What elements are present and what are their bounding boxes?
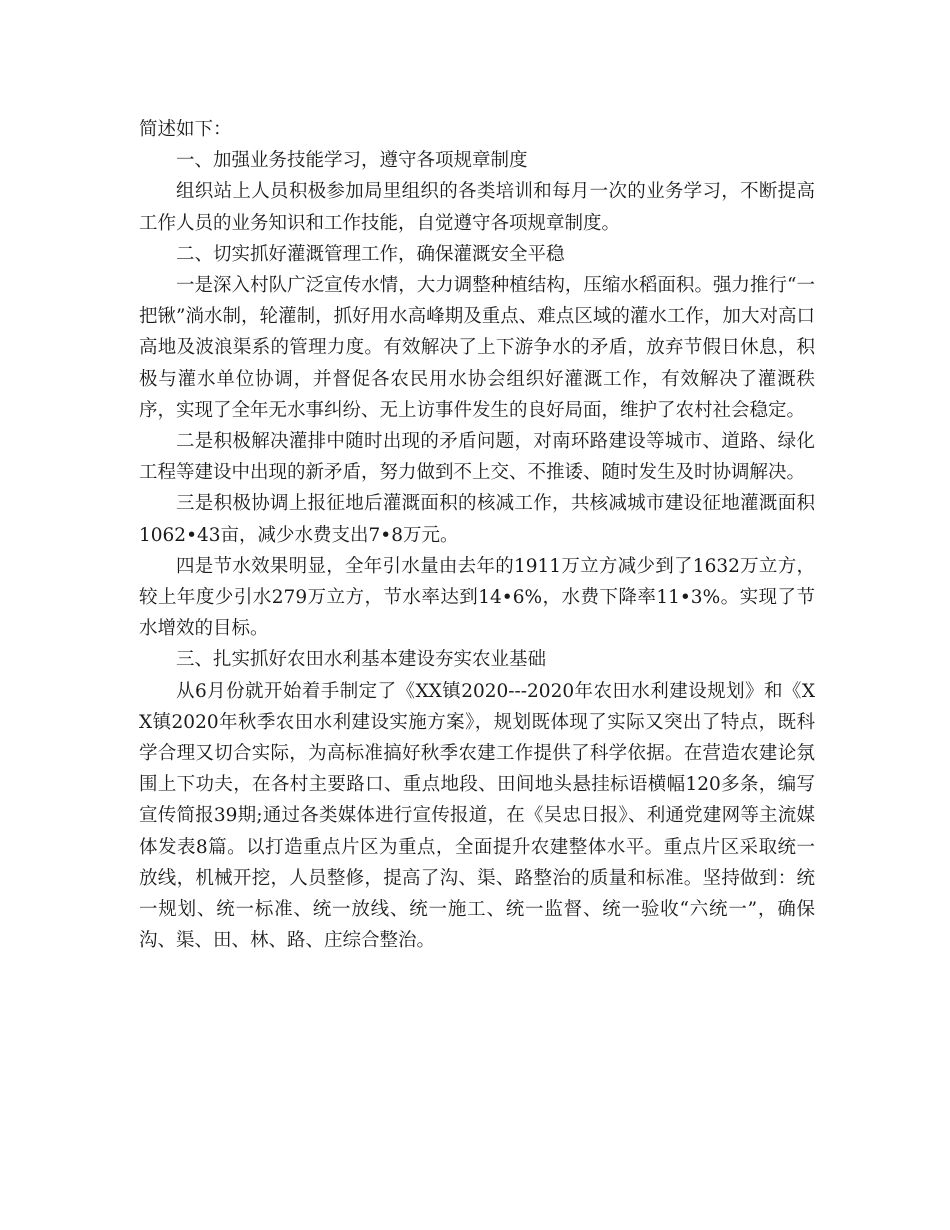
body-paragraph: 四是节水效果明显，全年引水量由去年的1911万立方减少到了1632万立方，较上年度少引水279万立方，节水率达到14•6%，水费下降率11•3%。实现了节水增效的目标。: [139, 555, 815, 640]
document-body: [139, 114, 815, 956]
intro-line: 简述如下：: [139, 119, 232, 140]
body-paragraph: 二是积极解决灌排中随时出现的矛盾问题，对南环路建设等城市、道路、绿化工程等建设中出现的新矛盾，努力做到不上交、不推诿、随时发生及时协调解决。: [139, 431, 815, 484]
body-paragraph: 从6月份就开始着手制定了《XX镇2020---2020年农田水利建设规划》和《XX镇2020年秋季农田水利建设实施方案》，规划既体现了实际又突出了特点，既科学合理又切合实际，为高标准搞好秋季农建工作提供了科学依据。在营造农建论氛围上下功夫，在各村主要路口、重点地段、田间地头悬挂标语横幅120多条，编写宣传简报39期;通过各类媒体进行宣传报道，在《吴忠日报》、利通党建网等主流媒体发表8篇。以打造重点片区为重点，全面提升农建整体水平。重点片区采取统一放线，机械开挖，人员整修，提高了沟、渠、路整治的质量和标准。坚持做到：统一规划、统一标准、统一放线、统一施工、统一监督、统一验收“六统一”，确保沟、渠、田、林、路、庄综合整治。: [139, 680, 815, 952]
section-heading-2: 二、切实抓好灌溉管理工作，确保灌溉安全平稳: [176, 243, 565, 265]
body-paragraph: 三是积极协调上报征地后灌溉面积的核减工作，共核减城市建设征地灌溉面积1062•43亩，减少水费支出7•8万元。: [139, 493, 815, 546]
section-heading-1: 一、加强业务技能学习，遵守各项规章制度: [176, 150, 528, 172]
body-paragraph: 一是深入村队广泛宣传水情，大力调整种植结构，压缩水稻面积。强力推行“一把锹”淌水制，轮灌制，抓好用水高峰期及重点、难点区域的灌水工作，加大对高口高地及波浪渠系的管理力度。有效解决了上下游争水的矛盾，放弃节假日休息，积极与灌水单位协调，并督促各农民用水协会组织好灌溉工作，有效解决了灌溉秩序，实现了全年无水事纠纷、无上访事件发生的良好局面，维护了农村社会稳定。: [139, 275, 815, 421]
section-heading-3: 三、扎实抓好农田水利基本建设夯实农业基础: [176, 649, 547, 671]
body-paragraph: 组织站上人员积极参加局里组织的各类培训和每月一次的业务学习，不断提高工作人员的业务知识和工作技能，自觉遵守各项规章制度。: [139, 181, 815, 234]
